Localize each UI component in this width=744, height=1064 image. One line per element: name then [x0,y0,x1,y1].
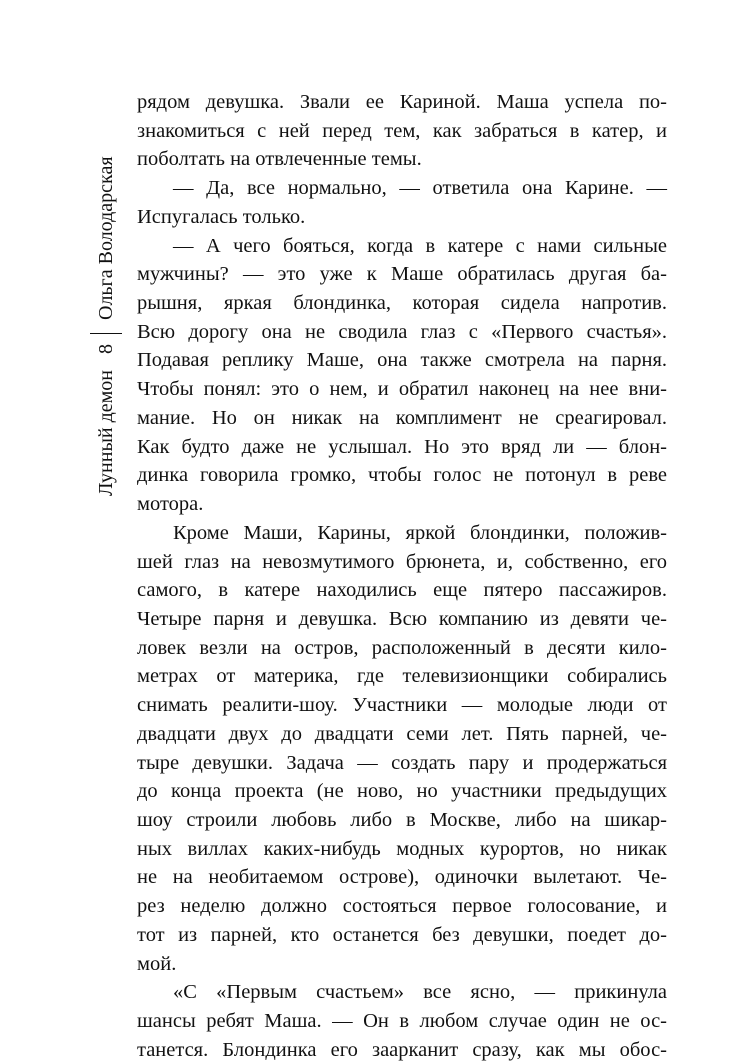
running-header-rotated [94,80,118,570]
text-line: шансы ребят Маша. — Он в любом случае один не ос- [137,1010,667,1032]
book-title: Лунный демон [95,370,117,497]
text-line: ных виллах каких-нибудь модных курортов, но никак [137,837,667,860]
text-line: Чтобы понял: это о нем, и обратил наконец на нее вни- [137,378,667,401]
text-line: динка говорила громко, чтобы голос не потонул в реве [137,464,667,487]
text-line: двадцати двух до двадцати семи лет. Пять парней, че- [137,722,667,745]
author-name: Ольга Володарская [95,156,117,320]
text-line: снимать реалити-шоу. Участники — молодые люди от [137,694,667,717]
text-line: до конца проекта (не ново, но участники предыдущих [137,780,667,803]
text-line: Четыре парня и девушка. Всю компанию из девяти че- [137,607,667,630]
text-line: — А чего бояться, когда в катере с нами сильные [173,234,667,257]
text-line: Кроме Маши, Карины, яркой блондинки, положив- [173,521,667,544]
text-line: мой. [137,952,177,975]
text-line: Всю дорогу она не сводила глаз с «Первого счастья». [137,320,667,343]
running-header [94,80,118,570]
text-line: мание. Но он никак на комплимент не среагировал. [137,406,667,429]
text-line: тот из парней, кто останется без девушки, поедет до- [137,923,667,946]
header-separator [90,333,122,334]
text-line: Испугалась только. [137,205,306,228]
text-line: мотора. [137,493,204,516]
text-line: рез неделю должно состояться первое голосование, и [137,895,667,918]
text-line: Как будто даже не услышал. Но это вряд ли — блон- [137,435,667,458]
text-line: «С «Первым счастьем» все ясно, — прикинула [173,981,667,1004]
body-text [137,88,667,1064]
text-line: ловек везли на остров, расположенный в десяти кило- [137,636,667,659]
text-line: танется. Блондинка его заарканит сразу, как мы обос- [137,1038,667,1061]
text-line: Подавая реплику Маше, она также смотрела на парня. [137,349,667,372]
text-line: метрах от материка, где телевизионщики собирались [137,665,667,688]
text-line: тыре девушки. Задача — создать пару и продержаться [137,751,667,774]
text-line: шей глаз на невозмутимого брюнета, и, собственно, его [137,550,667,573]
text-line: рышня, яркая блондинка, которая сидела напротив. [137,292,667,315]
text-line: — Да, все нормально, — ответила она Карине. — [173,177,667,200]
text-line: самого, в катере находились еще пятеро пассажиров. [137,579,667,602]
text-line: поболтать на отвлеченные темы. [137,148,422,171]
page-number: 8 [95,344,117,354]
text-line: знакомиться с ней перед тем, как забраться в катер, и [137,119,667,142]
text-line: мужчины? — это уже к Маше обратилась другая ба- [137,263,667,286]
text-line: рядом девушка. Звали ее Кариной. Маша успела по- [137,91,667,113]
text-line: шоу строили любовь либо в Москве, либо на шикар- [137,808,667,831]
text-line: не на необитаемом острове), одиночки вылетают. Че- [137,866,667,889]
